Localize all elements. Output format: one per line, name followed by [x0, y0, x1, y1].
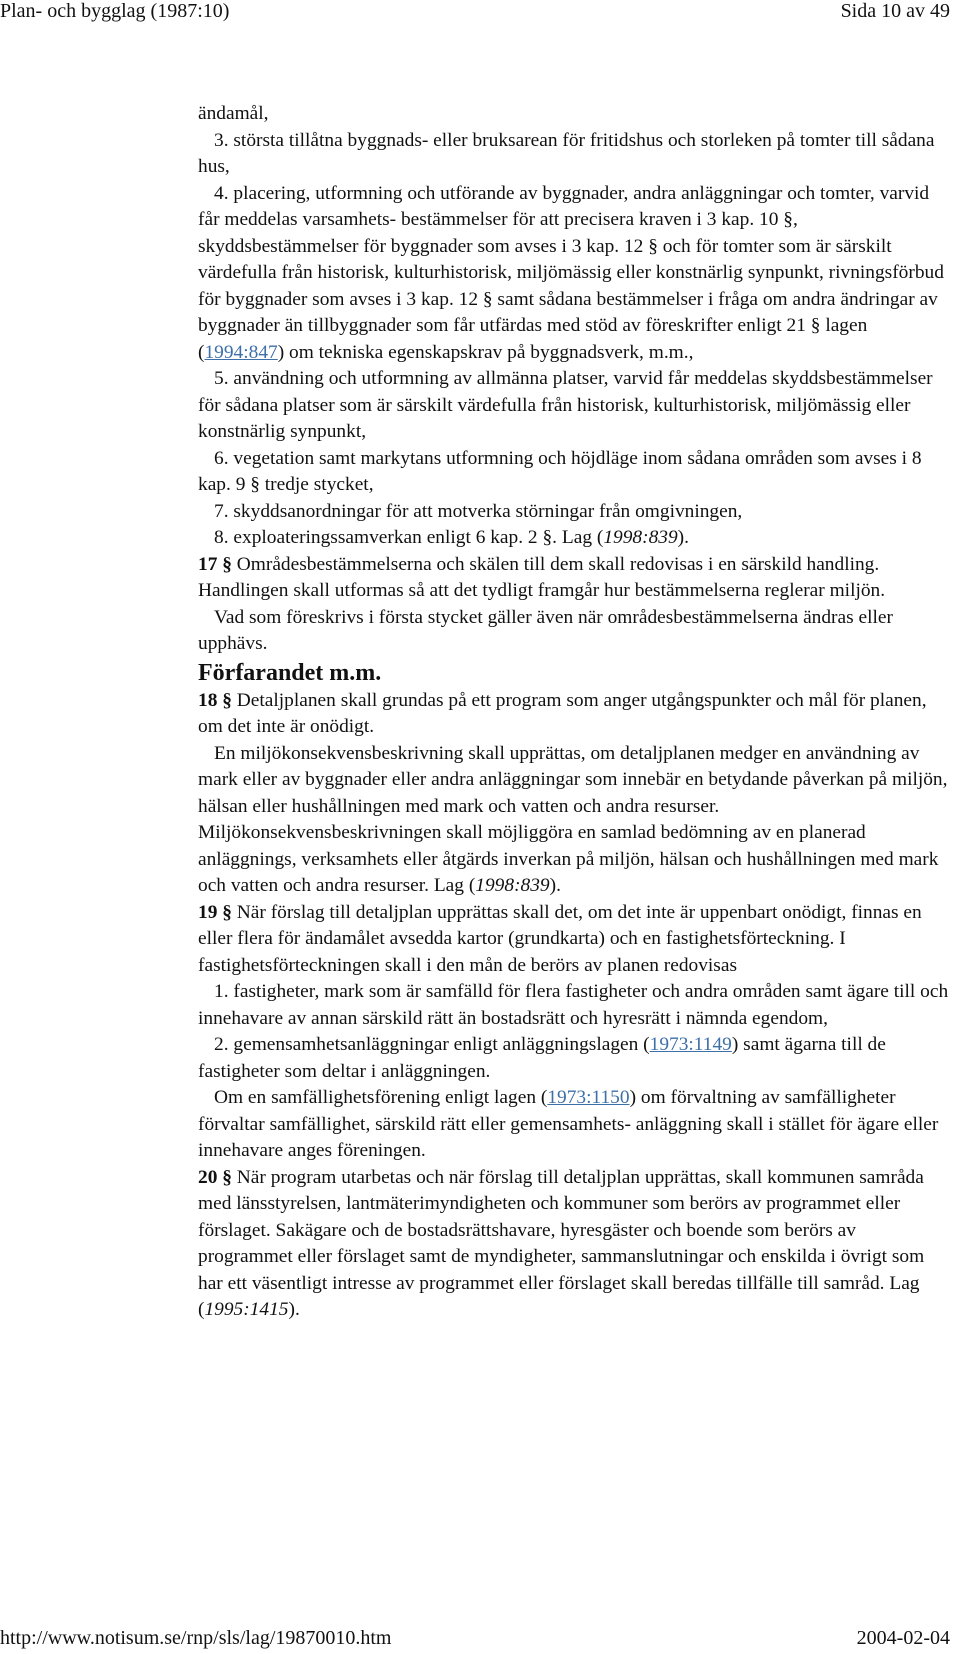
- source-url[interactable]: http://www.notisum.se/rnp/sls/lag/19870010.htm: [0, 1627, 392, 1649]
- list-item-4-tail: ) om tekniska egenskapskrav på byggnadsverk, m.m.,: [277, 341, 694, 363]
- section-20: [198, 1165, 950, 1324]
- list-item-8: [198, 525, 950, 552]
- law-link-1973-1149[interactable]: 1973:1149: [649, 1034, 732, 1055]
- section-18: [198, 688, 950, 741]
- list-item-4: [198, 181, 950, 367]
- section-number: 18 §: [198, 689, 232, 711]
- document-title: Plan- och bygglag (1987:10): [0, 0, 230, 22]
- list-item-4-text: 4. placering, utformning och utförande av byggnader, andra anläggningar och tomter, varvid får meddelas varsamhets- bestämmelser för att precisera kraven i 3 kap. 10 §, skyddsbestämmelser för byggnader som avses i 3 kap. 12 § och för tomter som är särskilt värdefulla från historisk, kulturhistorisk, miljömässig eller konstnärlig synpunkt, rivningsförbud för byggnader som avses i 3 kap. 12 § samt sådana bestämmelser i fråga om andra ändringar av byggnader än tillbyggnader som får utfärdas med stöd av föreskrifter enligt 21 § lagen (: [198, 182, 944, 363]
- section-19-text: När förslag till detaljplan upprättas skall det, om det inte är uppenbart onödigt, finnas en eller flera för ändamålet avsedda kartor (grundkarta) och en fastighetsförteckning. I fastighetsförteckningen skall i den mån de berörs av planen redovisas: [198, 901, 922, 976]
- section-18-paragraph-2: [198, 741, 950, 900]
- list-item-8-text: 8. exploateringssamverkan enligt 6 kap. 2 §. Lag (: [214, 527, 604, 548]
- section-17: [198, 552, 950, 605]
- section-18-text: Detaljplanen skall grundas på ett program som anger utgångspunkter och mål för planen, om det inte är onödigt.: [198, 689, 927, 737]
- section-number: 17 §: [198, 553, 232, 575]
- list-item-5: 5. användning och utformning av allmänna platser, varvid får meddelas skyddsbestämmelser för sådana platser som är särskilt värdefulla från historisk, kulturhistorisk, miljömässig eller konstnärlig synpunkt,: [198, 368, 933, 442]
- law-link-1994-847[interactable]: 1994:847: [204, 341, 278, 363]
- section-20-text: När program utarbetas och när förslag till detaljplan upprättas, skall kommunen samråda med länsstyrelsen, lantmäterimyndigheten och kommuner som berörs av programmet eller förslaget. Sakägare och de bostadsrättshavare, hyresgäster och boende som berörs av programmet eller förslaget samt de myndigheter, sammanslutningar och enskilda i övrigt som har ett väsentligt intresse av programmet eller förslaget skall beredas tillfälle till samråd. Lag (: [198, 1166, 925, 1320]
- section-19-paragraph-3-text: Om en samfällighetsförening enligt lagen (: [214, 1087, 548, 1108]
- law-link-1973-1150[interactable]: 1973:1150: [547, 1087, 630, 1108]
- section-18-paragraph-2-tail: ).: [549, 875, 561, 896]
- page-number: Sida 10 av 49: [840, 0, 950, 22]
- section-17-text: Områdesbestämmelserna och skälen till dem skall redovisas i en särskild handling. Handlingen skall utformas så att det tydligt framgår hur bestämmelserna reglerar miljön.: [198, 553, 886, 601]
- section-number: 19 §: [198, 901, 232, 923]
- section-20-tail: ).: [288, 1299, 300, 1320]
- list-item-3: 3. största tillåtna byggnads- eller bruksarean för fritidshus och storleken på tomter till sådana hus,: [198, 129, 935, 177]
- section-19-paragraph-3-tail: ) om förvaltning av samfälligheter förvaltar samfällighet, särskild rätt eller gemensamhets- anläggning skall i stället för ägare eller innehavare anges föreningen.: [198, 1087, 939, 1161]
- law-reference: 1998:839: [603, 527, 678, 548]
- section-19-item-2-text: 2. gemensamhetsanläggningar enligt anläggningslagen (: [214, 1034, 650, 1055]
- paragraph-andamal: ändamål,: [198, 103, 269, 124]
- section-heading: Förfarandet m.m.: [198, 659, 382, 686]
- section-19-item-1: 1. fastigheter, mark som är samfälld för flera fastigheter och andra områden samt ägare till och innehavare av annan särskild rätt än bostadsrätt och hyresrätt i nämnda egendom,: [198, 981, 949, 1029]
- list-item-8-tail: ).: [677, 527, 689, 548]
- law-reference: 1998:839: [475, 875, 550, 896]
- section-18-paragraph-2-text: En miljökonsekvensbeskrivning skall upprättas, om detaljplanen medger en användning av mark eller av byggnader eller andra anläggningar som innebär en betydande påverkan på miljön, hälsan eller hushållningen med mark och vatten och andra resurser. Miljökonsekvensbeskrivningen skall möjliggöra en samlad bedömning av en planerad anläggnings, verksamhets eller åtgärds inverkan på miljön, hälsan och hushållningen med mark och vatten och andra resurser. Lag (: [198, 742, 948, 896]
- document-body: [198, 101, 950, 1324]
- section-19-item-2: [198, 1032, 950, 1085]
- list-item-6: 6. vegetation samt markytans utformning och höjdläge inom sådana områden som avses i 8 kap. 9 § tredje stycket,: [198, 447, 922, 495]
- section-17-paragraph-2: Vad som föreskrivs i första stycket gäller även när områdesbestämmelserna ändras eller upphävs.: [198, 606, 893, 654]
- list-item-7: 7. skyddsanordningar för att motverka störningar från omgivningen,: [214, 500, 743, 522]
- law-reference: 1995:1415: [204, 1299, 289, 1320]
- section-19-paragraph-3: [198, 1085, 950, 1165]
- section-19-item-2-tail: ) samt ägarna till de fastigheter som deltar i anläggningen.: [198, 1034, 886, 1082]
- section-number: 20 §: [198, 1166, 232, 1188]
- section-19: [198, 900, 950, 980]
- print-date: 2004-02-04: [856, 1627, 950, 1649]
